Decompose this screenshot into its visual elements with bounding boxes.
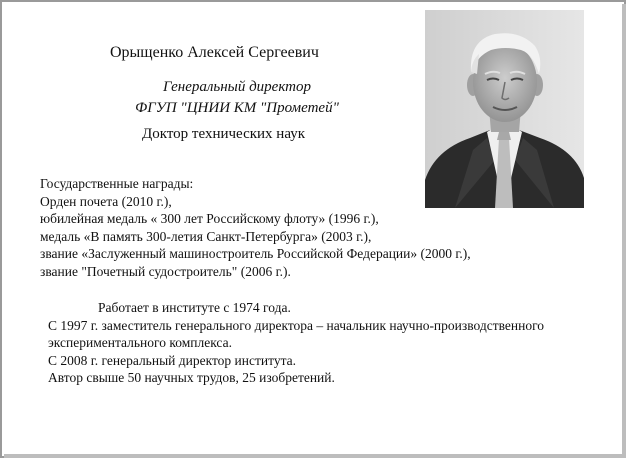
award-item: звание "Почетный судостроитель" (2006 г.).: [40, 263, 291, 279]
person-position: [102, 77, 372, 119]
state-awards: [40, 175, 471, 281]
position-organization: ФГУП "ЦНИИ КМ "Прометей": [135, 100, 339, 116]
bio-line: Работает в институте с 1974 года.: [98, 300, 291, 315]
bio-line: экспериментального комплекса.: [48, 335, 232, 351]
award-item: Орден почета (2010 г.),: [40, 193, 172, 209]
person-name: Орыщенко Алексей Сергеевич: [110, 44, 319, 61]
bio-line: С 1997 г. заместитель генерального директора – начальник научно-производственного: [48, 317, 545, 333]
award-item: медаль «В память 300-летия Санкт-Петербурга» (2003 г.),: [40, 228, 372, 244]
academic-degree: Доктор технических наук: [142, 126, 306, 142]
award-item: юбилейная медаль « 300 лет Российскому флоту» (1996 г.),: [40, 211, 379, 227]
award-item: звание «Заслуженный машиностроитель Российской Федерации» (2000 г.),: [40, 246, 471, 262]
bio-line: Автор свыше 50 научных трудов, 25 изобретений.: [48, 370, 335, 386]
awards-heading: Государственные награды:: [40, 176, 194, 191]
position-title: Генеральный директор: [163, 79, 311, 95]
biography: [48, 299, 608, 387]
page-shadow-bottom: [4, 454, 626, 458]
page-shadow-right: [622, 4, 626, 458]
bio-line: С 2008 г. генеральный директор института.: [48, 352, 297, 368]
